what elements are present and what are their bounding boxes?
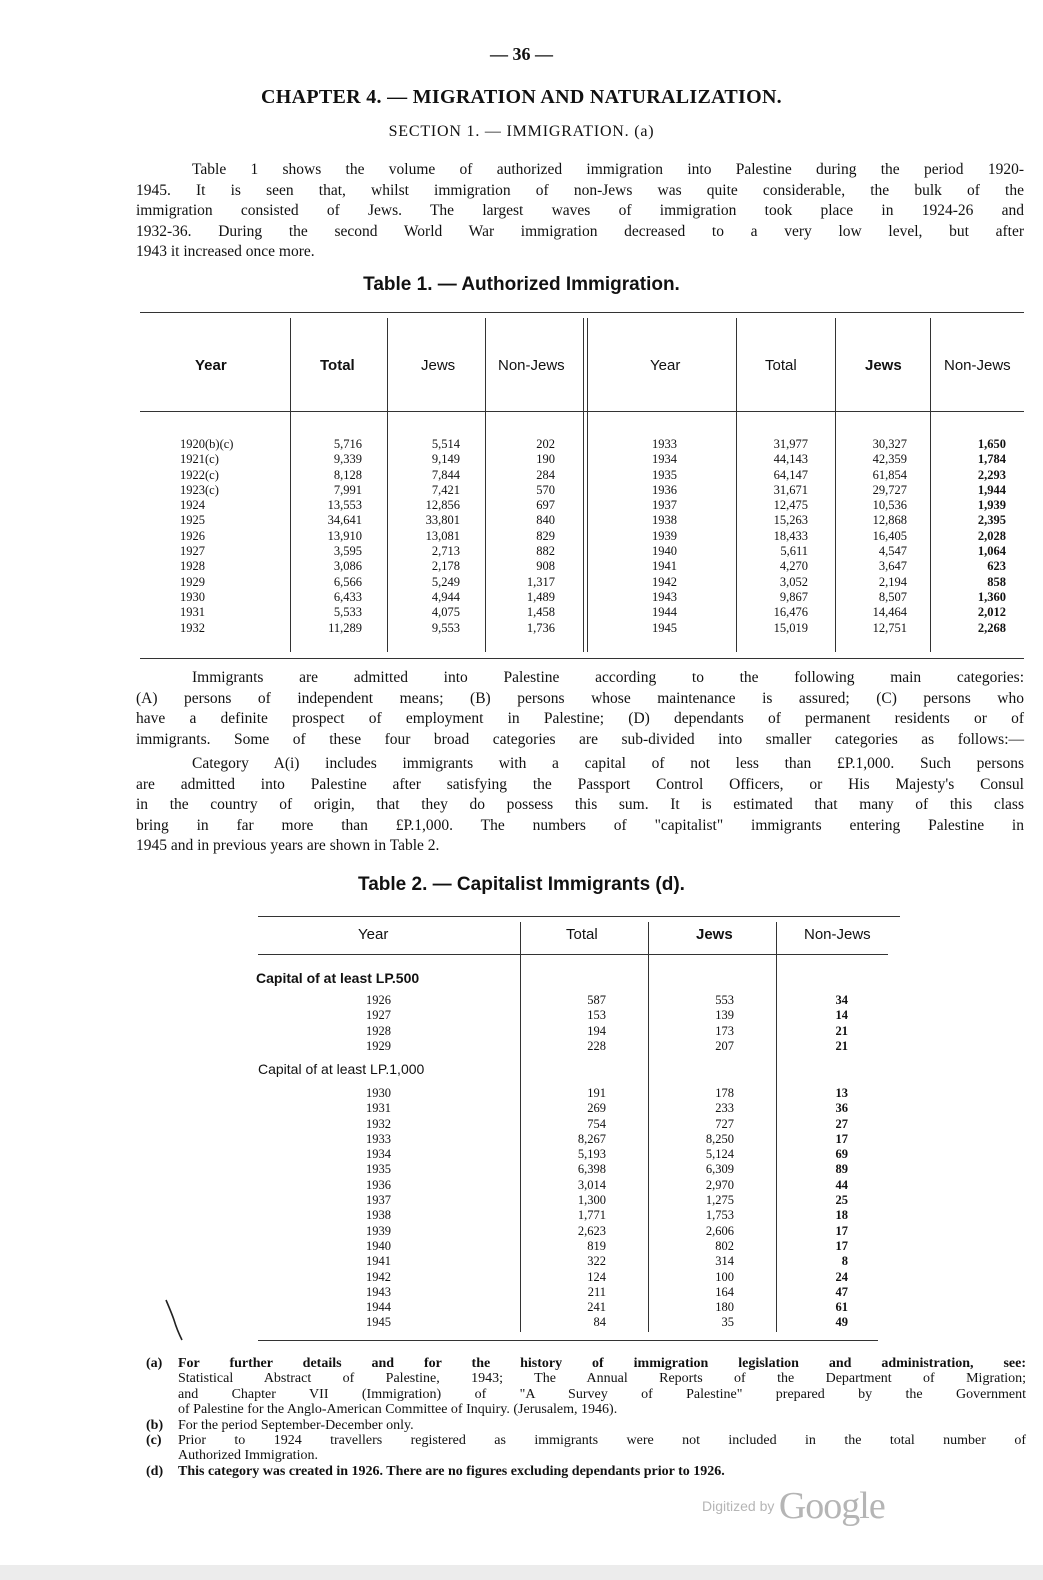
intro-line: 1932-36. During the second World War immigration decreased to a very low level, but after xyxy=(136,222,1024,240)
table1-header-year: Year xyxy=(195,357,227,374)
table-cell: 1945 xyxy=(366,1315,391,1330)
table-cell: 2,713 xyxy=(431,544,460,559)
table-cell: 21 xyxy=(835,1023,848,1038)
table2-group1-total xyxy=(520,993,606,1054)
table-cell: 1942 xyxy=(366,1269,391,1284)
table-cell: 47 xyxy=(835,1284,848,1299)
table1-bottom-rule xyxy=(140,658,1024,659)
table-cell: 89 xyxy=(835,1162,848,1177)
table-cell: 100 xyxy=(715,1269,734,1284)
categories-line: (A) persons of independent means; (B) persons whose maintenance is assured; (C) persons who xyxy=(136,689,1024,707)
table-cell: 61,854 xyxy=(872,467,907,482)
table-cell: 1,458 xyxy=(526,605,555,620)
table-cell: 3,014 xyxy=(577,1177,606,1192)
table-cell: 44,143 xyxy=(773,452,808,467)
table-cell: 61 xyxy=(835,1300,848,1315)
table-cell: 6,309 xyxy=(705,1162,734,1177)
table-cell: 1920(b)(c) xyxy=(180,437,234,451)
table2-header-year: Year xyxy=(358,926,389,943)
table-cell: 4,944 xyxy=(431,589,460,604)
table-cell: 1,489 xyxy=(526,589,555,604)
categories-line: have a definite prospect of employment in Palestine; (D) dependants of permanent residents or of xyxy=(136,710,1024,727)
table-cell: 3,647 xyxy=(878,559,907,574)
table1-right-nonjews xyxy=(930,437,1006,636)
intro-line: 1943 it increased once more. xyxy=(136,243,315,260)
intro-line: immigration consisted of Jews. The largest waves of immigration took place in 1924-26 and xyxy=(136,202,1024,219)
table-cell: 30,327 xyxy=(872,437,907,451)
table1-left-years xyxy=(180,437,280,636)
table-cell: 1926 xyxy=(366,993,391,1007)
table1-col-divider xyxy=(587,318,588,652)
table-cell: 1,300 xyxy=(577,1193,606,1208)
table-cell: 6,566 xyxy=(333,574,362,589)
table-cell: 17 xyxy=(835,1238,848,1253)
table-cell: 1937 xyxy=(366,1193,391,1208)
table-cell: 5,193 xyxy=(577,1147,606,1162)
table-cell: 14 xyxy=(835,1008,848,1023)
category-a-line: 1945 and in previous years are shown in Table 2. xyxy=(136,837,440,854)
table-cell: 1936 xyxy=(652,482,677,497)
table-cell: 1933 xyxy=(652,437,677,451)
table-cell: 284 xyxy=(536,467,555,482)
table-cell: 42,359 xyxy=(872,452,907,467)
table-cell: 1931 xyxy=(180,605,205,620)
table-cell: 153 xyxy=(587,1008,606,1023)
table-cell: 697 xyxy=(536,498,555,513)
table1-header-jews: Jews xyxy=(421,357,456,374)
table-cell: 908 xyxy=(536,559,555,574)
table-cell: 31,977 xyxy=(773,437,808,451)
table-cell: 13,081 xyxy=(425,528,460,543)
table-cell: 12,856 xyxy=(425,498,460,513)
category-a-paragraph xyxy=(136,754,1024,857)
table-cell: 241 xyxy=(587,1300,606,1315)
table-cell: 84 xyxy=(593,1315,606,1330)
table-cell: 11,289 xyxy=(328,620,362,635)
table-cell: 1932 xyxy=(180,620,205,635)
table-cell: 1927 xyxy=(180,544,205,559)
table-cell: 17 xyxy=(835,1223,848,1238)
table-cell: 164 xyxy=(715,1284,734,1299)
table-cell: 1,317 xyxy=(526,574,555,589)
table-cell: 202 xyxy=(536,437,555,451)
table-cell: 819 xyxy=(587,1238,606,1253)
table-cell: 228 xyxy=(587,1038,606,1053)
table2-group1-nonjews xyxy=(776,993,848,1054)
table-cell: 3,595 xyxy=(333,544,362,559)
table-cell: 8,267 xyxy=(577,1131,606,1146)
table-cell: 1,753 xyxy=(705,1208,734,1223)
footnote-label: (c) xyxy=(146,1433,162,1449)
table1-top-rule xyxy=(140,312,1024,313)
table-cell: 1,736 xyxy=(526,620,555,635)
table-cell: 7,991 xyxy=(333,482,362,497)
table-cell: 9,553 xyxy=(431,620,460,635)
table-cell: 1924 xyxy=(180,498,205,513)
table1-col-divider xyxy=(583,318,584,652)
table-cell: 1,650 xyxy=(977,437,1006,451)
table-cell: 31,671 xyxy=(773,482,808,497)
table2 xyxy=(250,912,900,1342)
table-cell: 69 xyxy=(835,1147,848,1162)
table-cell: 1930 xyxy=(366,1086,391,1100)
table-cell: 190 xyxy=(536,452,555,467)
table-cell: 882 xyxy=(536,544,555,559)
table-cell: 1938 xyxy=(652,513,677,528)
table-cell: 1941 xyxy=(366,1254,391,1269)
table-cell: 10,536 xyxy=(872,498,907,513)
table-cell: 1944 xyxy=(366,1300,391,1315)
footnote-c xyxy=(146,1433,1026,1464)
table-cell: 29,727 xyxy=(872,482,907,497)
table-cell: 1940 xyxy=(366,1238,391,1253)
table-cell: 1927 xyxy=(366,1008,391,1023)
table-cell: 15,019 xyxy=(773,620,808,635)
table-cell: 6,433 xyxy=(333,589,362,604)
table1 xyxy=(140,312,1024,662)
footnote-label: (d) xyxy=(146,1463,164,1479)
table2-header-total: Total xyxy=(566,926,598,943)
table-cell: 1936 xyxy=(366,1177,391,1192)
table-cell: 139 xyxy=(715,1008,734,1023)
category-a-line: are admitted into Palestine after satisfying the Passport Control Officers, or His Majesty's Consul xyxy=(136,775,1024,793)
footnotes xyxy=(146,1356,1026,1479)
table-cell: 1,064 xyxy=(977,544,1006,559)
table-cell: 1944 xyxy=(652,605,677,620)
footnote-d xyxy=(146,1464,1026,1479)
table-cell: 8 xyxy=(841,1254,848,1269)
table-cell: 570 xyxy=(536,482,555,497)
table-cell: 1922(c) xyxy=(180,467,219,482)
footnote-b xyxy=(146,1418,1026,1433)
footnote-line: This category was created in 1926. There are no figures excluding dependants prior to 1926. xyxy=(178,1463,725,1479)
table-cell: 194 xyxy=(587,1023,606,1038)
table-cell: 1934 xyxy=(652,452,677,467)
table-cell: 2,028 xyxy=(977,528,1006,543)
table-cell: 1932 xyxy=(366,1116,391,1131)
table-cell: 12,475 xyxy=(773,498,808,513)
table-cell: 1941 xyxy=(652,559,677,574)
table-cell: 13,553 xyxy=(327,498,362,513)
table-cell: 1939 xyxy=(652,528,677,543)
table-cell: 3,052 xyxy=(779,574,808,589)
table-cell: 2,012 xyxy=(977,605,1006,620)
footnote-label: (b) xyxy=(146,1417,164,1433)
table-cell: 64,147 xyxy=(773,467,808,482)
table-cell: 587 xyxy=(587,993,606,1007)
footnote-line: For the period September-December only. xyxy=(178,1417,414,1433)
table-cell: 27 xyxy=(835,1116,848,1131)
table-cell: 1,275 xyxy=(705,1193,734,1208)
table-cell: 1925 xyxy=(180,513,205,528)
table-cell: 25 xyxy=(835,1193,848,1208)
table2-header-nonjews: Non-Jews xyxy=(804,926,871,943)
section-title: SECTION 1. — IMMIGRATION. (a) xyxy=(388,123,655,140)
table-cell: 1929 xyxy=(366,1038,391,1053)
viewer-bottom-bar xyxy=(0,1565,1043,1580)
table-cell: 1931 xyxy=(366,1101,391,1116)
table-cell: 233 xyxy=(715,1101,734,1116)
table-cell: 322 xyxy=(587,1254,606,1269)
table-cell: 5,611 xyxy=(780,544,808,559)
table-cell: 1,784 xyxy=(977,452,1006,467)
table-cell: 1937 xyxy=(652,498,677,513)
table1-left-nonjews xyxy=(485,437,555,636)
table-cell: 1939 xyxy=(366,1223,391,1238)
table1-right-years xyxy=(652,437,712,636)
table-cell: 6,398 xyxy=(577,1162,606,1177)
table-cell: 1,771 xyxy=(577,1208,606,1223)
footnote-label: (a) xyxy=(146,1356,163,1371)
table2-group1-label: Capital of at least LP.500 xyxy=(256,970,420,986)
table-cell: 1935 xyxy=(652,467,677,482)
table1-header-rule xyxy=(140,411,1024,412)
table2-group2-jews xyxy=(648,1086,734,1331)
footnote-a xyxy=(146,1356,1026,1418)
table-cell: 829 xyxy=(536,528,555,543)
table2-group1-years xyxy=(366,993,426,1054)
table-cell: 1921(c) xyxy=(180,452,219,467)
table-cell: 191 xyxy=(587,1086,606,1100)
table-cell: 207 xyxy=(715,1038,734,1053)
table-cell: 7,421 xyxy=(431,482,460,497)
table-cell: 13,910 xyxy=(327,528,362,543)
table1-header-year-right: Year xyxy=(650,357,681,374)
table-cell: 14,464 xyxy=(872,605,907,620)
table-cell: 2,606 xyxy=(705,1223,734,1238)
table-cell: 211 xyxy=(587,1284,606,1299)
table-cell: 2,178 xyxy=(431,559,460,574)
table-cell: 21 xyxy=(835,1038,848,1053)
table-cell: 1934 xyxy=(366,1147,391,1162)
footnote-line: For further details and for the history of immigration legislation and administration, see: xyxy=(178,1356,1026,1371)
table-cell: 12,751 xyxy=(872,620,907,635)
table-cell: 1945 xyxy=(652,620,677,635)
table-cell: 9,867 xyxy=(779,589,808,604)
table-cell: 1923(c) xyxy=(180,482,219,497)
table-cell: 13 xyxy=(835,1086,848,1100)
table-cell: 5,124 xyxy=(705,1147,734,1162)
table-cell: 18 xyxy=(835,1208,848,1223)
category-a-line: bring in far more than £P.1,000. The numbers of "capitalist" immigrants entering Palestine in xyxy=(136,816,1024,834)
table-cell: 3,086 xyxy=(333,559,362,574)
table-cell: 49 xyxy=(835,1315,848,1330)
table-cell: 1929 xyxy=(180,574,205,589)
table-cell: 1943 xyxy=(652,589,677,604)
category-a-line: Category A(i) includes immigrants with a capital of not less than £P.1,000. Such persons xyxy=(192,755,1024,772)
table-cell: 1940 xyxy=(652,544,677,559)
table1-right-total xyxy=(736,437,808,636)
watermark-prefix: Digitized by xyxy=(702,1498,775,1514)
table-cell: 5,716 xyxy=(333,437,362,451)
table-cell: 727 xyxy=(715,1116,734,1131)
table-cell: 16,405 xyxy=(872,528,907,543)
table-cell: 314 xyxy=(715,1254,734,1269)
table-cell: 33,801 xyxy=(425,513,460,528)
table1-caption: Table 1. — Authorized Immigration. xyxy=(363,274,680,295)
table-cell: 8,128 xyxy=(333,467,362,482)
table-cell: 1,939 xyxy=(977,498,1006,513)
footnote-line: Prior to 1924 travellers registered as immigrants were not included in the total number of xyxy=(178,1433,1026,1449)
table-cell: 623 xyxy=(987,559,1006,574)
intro-line: Table 1 shows the volume of authorized immigration into Palestine during the period 1920- xyxy=(192,161,1024,178)
table-cell: 180 xyxy=(715,1300,734,1315)
table-cell: 553 xyxy=(715,993,734,1007)
table2-group2-label: Capital of at least LP.1,000 xyxy=(258,1061,425,1077)
table2-group1-jews xyxy=(648,993,734,1054)
table-cell: 24 xyxy=(835,1269,848,1284)
table1-left-jews xyxy=(387,437,460,636)
table-cell: 8,250 xyxy=(705,1131,734,1146)
table-cell: 9,149 xyxy=(431,452,460,467)
table-cell: 858 xyxy=(987,574,1006,589)
categories-paragraph xyxy=(136,668,1024,750)
table-cell: 5,533 xyxy=(333,605,362,620)
table1-left-total xyxy=(290,437,362,636)
table-cell: 7,844 xyxy=(431,467,460,482)
category-a-line: in the country of origin, that they do possess this sum. It is estimated that many of this class xyxy=(136,796,1024,813)
table-cell: 2,268 xyxy=(977,620,1006,635)
table-cell: 9,339 xyxy=(333,452,362,467)
table-cell: 1,944 xyxy=(977,482,1006,497)
table-cell: 802 xyxy=(715,1238,734,1253)
table2-caption: Table 2. — Capitalist Immigrants (d). xyxy=(358,874,685,895)
table-cell: 1938 xyxy=(366,1208,391,1223)
table-cell: 36 xyxy=(835,1101,848,1116)
table-cell: 173 xyxy=(715,1023,734,1038)
table-cell: 2,970 xyxy=(705,1177,734,1192)
table-cell: 269 xyxy=(587,1101,606,1116)
table1-header-nonjews-right: Non-Jews xyxy=(944,357,1011,374)
table-cell: 178 xyxy=(715,1086,734,1100)
table-cell: 1928 xyxy=(180,559,205,574)
table-cell: 2,623 xyxy=(577,1223,606,1238)
table-cell: 16,476 xyxy=(773,605,808,620)
page-number: — 36 — xyxy=(490,44,553,64)
table-cell: 1935 xyxy=(366,1162,391,1177)
table-cell: 34,641 xyxy=(327,513,362,528)
categories-line: immigrants. Some of these four broad categories are sub-divided into smaller categories as follows:— xyxy=(136,730,1024,748)
digitized-by-google-watermark xyxy=(702,1484,885,1528)
table1-header-nonjews: Non-Jews xyxy=(498,357,565,374)
table-cell: 840 xyxy=(536,513,555,528)
intro-line: 1945. It is seen that, whilst immigration of non-Jews was quite considerable, the bulk of the xyxy=(136,181,1024,199)
table-cell: 4,270 xyxy=(779,559,808,574)
table-cell: 34 xyxy=(835,993,848,1007)
table2-header-rule xyxy=(258,954,888,955)
table2-group2-nonjews xyxy=(776,1086,848,1331)
google-logo: Google xyxy=(778,1485,885,1527)
table-cell: 1943 xyxy=(366,1284,391,1299)
table2-top-rule xyxy=(258,916,900,917)
footnote-line: Statistical Abstract of Palestine, 1943; The Annual Reports of the Department of Migration; xyxy=(178,1371,1026,1387)
table-cell: 17 xyxy=(835,1131,848,1146)
table2-header-jews: Jews xyxy=(696,926,733,943)
table1-right-jews xyxy=(835,437,907,636)
table-cell: 1942 xyxy=(652,574,677,589)
intro-paragraph xyxy=(136,160,1024,263)
table-cell: 15,263 xyxy=(773,513,808,528)
table2-group2-total xyxy=(520,1086,606,1331)
table-cell: 1930 xyxy=(180,589,205,604)
pen-stroke-mark xyxy=(162,1298,202,1342)
table-cell: 1928 xyxy=(366,1023,391,1038)
table-cell: 18,433 xyxy=(773,528,808,543)
categories-line: Immigrants are admitted into Palestine according to the following main categories: xyxy=(192,669,1024,686)
table-cell: 1926 xyxy=(180,528,205,543)
table-cell: 124 xyxy=(587,1269,606,1284)
chapter-title: CHAPTER 4. — MIGRATION AND NATURALIZATION. xyxy=(261,86,782,108)
table-cell: 35 xyxy=(721,1315,734,1330)
footnote-line: of Palestine for the Anglo-American Committee of Inquiry. (Jerusalem, 1946). xyxy=(178,1402,618,1418)
footnote-line: and Chapter VII (Immigration) of "A Survey of Palestine" prepared by the Government xyxy=(178,1386,1026,1402)
table-cell: 2,293 xyxy=(977,467,1006,482)
table-cell: 5,514 xyxy=(431,437,460,451)
table-cell: 1933 xyxy=(366,1131,391,1146)
footnote-line: Authorized Immigration. xyxy=(178,1448,318,1464)
table-cell: 4,547 xyxy=(878,544,907,559)
table-cell: 754 xyxy=(587,1116,606,1131)
table-cell: 5,249 xyxy=(431,574,460,589)
table-cell: 8,507 xyxy=(878,589,907,604)
table1-header-total: Total xyxy=(320,357,355,374)
table-cell: 4,075 xyxy=(431,605,460,620)
table2-group2-years xyxy=(366,1086,426,1331)
table-cell: 1,360 xyxy=(977,589,1006,604)
table2-bottom-rule xyxy=(258,1340,878,1341)
table-cell: 2,194 xyxy=(878,574,907,589)
table-cell: 12,868 xyxy=(872,513,907,528)
table1-header-jews-right: Jews xyxy=(865,357,902,374)
table-cell: 44 xyxy=(835,1177,848,1192)
table-cell: 2,395 xyxy=(977,513,1006,528)
table1-header-total-right: Total xyxy=(765,357,797,374)
